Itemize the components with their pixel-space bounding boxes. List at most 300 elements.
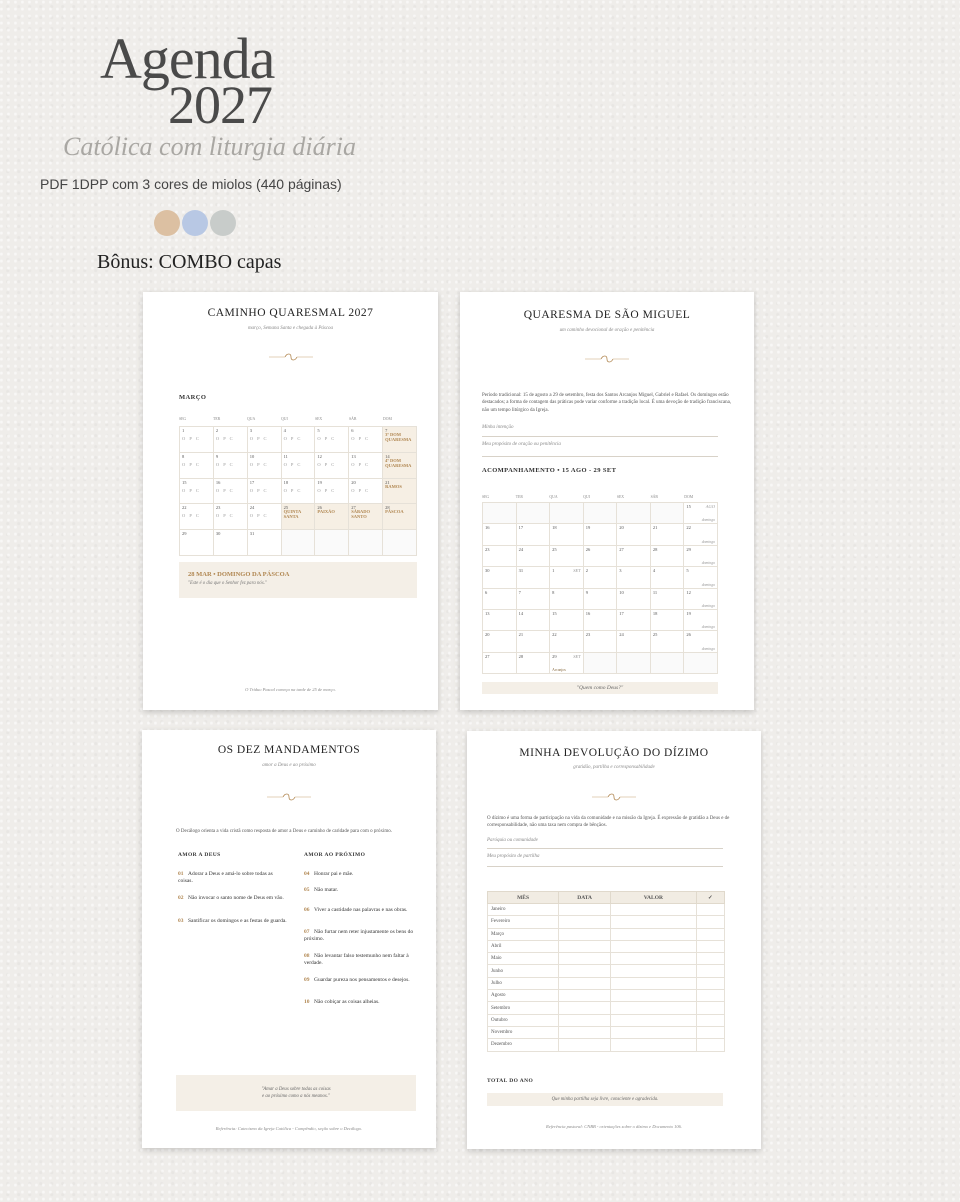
commandment-text: Adorar a Deus e amá-lo sobre todas as coisas. [178, 871, 273, 885]
day-number: 13 [485, 610, 490, 616]
calendar-day [617, 653, 651, 674]
calendar-day [617, 524, 651, 545]
day-number: 24 [518, 546, 524, 552]
day-number: 26 [686, 632, 691, 638]
ornament-icon [265, 792, 313, 802]
arcanjos-tag: Arcanjos [552, 668, 566, 672]
table-row [488, 1026, 725, 1038]
calendar-day [617, 631, 651, 652]
opc-marks: O P C [182, 487, 201, 493]
calendar-day [584, 524, 618, 545]
day-note: PAIXÃO [317, 509, 335, 515]
day-number: 22 [686, 525, 691, 531]
month-cell: Agosto [488, 990, 559, 1002]
day-number: 8 [182, 453, 185, 459]
empty-cell [611, 904, 696, 916]
day-number: 26 [585, 546, 591, 552]
calendar-day [584, 610, 618, 631]
empty-cell [696, 965, 724, 977]
calendar-day [517, 653, 551, 674]
calendar-day [315, 479, 349, 505]
page-subtitle: março, Semana Santa e chegada à Páscoa [247, 326, 334, 331]
empty-cell [559, 1026, 611, 1038]
day-number: 28 [518, 653, 524, 659]
empty-cell [611, 977, 696, 989]
calendar-day [248, 427, 282, 453]
month-cell: Dezembro [488, 1039, 559, 1051]
weekday-header [482, 495, 718, 499]
weekday-label: TER [213, 417, 221, 421]
calendar-day [248, 530, 282, 556]
day-number: 1 [552, 568, 555, 574]
empty-cell [611, 928, 696, 940]
day-number: 18 [652, 610, 658, 616]
quote-box [176, 1075, 416, 1111]
calendar-day [651, 546, 685, 567]
page-quaresma-sao-miguel [460, 292, 754, 710]
empty-cell [559, 940, 611, 952]
weekday-header [179, 417, 417, 421]
opc-marks: O P C [215, 513, 235, 519]
calendar-day [517, 524, 551, 545]
empty-cell [559, 1002, 611, 1014]
day-note: 3º DOM QUARESMA [385, 432, 412, 442]
empty-cell [696, 904, 724, 916]
empty-cell [559, 1039, 611, 1051]
pdf-info: PDF 1DPP com 3 cores de miolos (440 páginas) [40, 176, 342, 192]
commandment-item [304, 871, 414, 878]
intro-text: O dízimo é uma forma de participação na vida da comunidade e na missão da Igreja. É expressão de gratidão a Deus e de corresponsabilidade, não uma taxa nem compra de bênçãos. [487, 816, 730, 829]
empty-cell [696, 940, 724, 952]
day-number: 15 [182, 479, 187, 485]
easter-quote: "Este é o dia que o Senhor fez para nós." [188, 581, 267, 586]
empty-cell [559, 965, 611, 977]
calendar-day [584, 653, 618, 674]
commandment-item [304, 977, 414, 984]
empty-cell [696, 977, 724, 989]
table-row [488, 1039, 725, 1051]
weekday-label: QUA [247, 417, 256, 421]
calendar-day [684, 503, 718, 524]
month-cell: Junho [488, 965, 559, 977]
empty-cell [559, 1014, 611, 1026]
calendar-day [483, 503, 517, 524]
day-number: 16 [215, 479, 221, 485]
month-cell: Fevereiro [488, 916, 559, 928]
day-number: 6 [485, 589, 488, 595]
day-number: 9 [585, 589, 588, 595]
quote-text: "Quem como Deus?" [576, 685, 624, 691]
day-number: 4 [652, 568, 656, 574]
page-dez-mandamentos [142, 730, 436, 1148]
page-footer: Referência: Catecismo da Igreja Católica - Compêndio, seção sobre o Decálogo. [215, 1126, 363, 1131]
day-number: 4 [283, 428, 286, 433]
calendar-day [214, 479, 248, 505]
commandment-item [304, 953, 414, 967]
table-row [488, 1014, 725, 1026]
weekday-label: QUA [549, 495, 558, 499]
commandment-item [178, 895, 288, 902]
quote-line-2: e ao próximo como a nós mesmos." [262, 1094, 330, 1100]
day-number: 27 [351, 505, 356, 511]
sunday-tag: domingo [701, 625, 715, 630]
table-row [488, 953, 725, 965]
opc-marks: O P C [215, 461, 235, 467]
calendar-day [180, 504, 214, 530]
empty-cell [611, 916, 696, 928]
color-swatch-beige [154, 210, 180, 236]
calendar-day [617, 567, 651, 588]
calendar-day [383, 453, 417, 479]
empty-cell [696, 990, 724, 1002]
commandment-item [304, 929, 414, 943]
page-title: MINHA DEVOLUÇÃO DO DÍZIMO [519, 747, 709, 759]
opc-marks: O P C [249, 461, 269, 467]
opc-marks: O P C [182, 461, 201, 467]
intro-text: O Decálogo orienta a vida cristã como resposta de amor a Deus e caminho de caridade para com o próximo. [176, 829, 393, 834]
quote-line-1: "Amar a Deus sobre todas as coisas [261, 1087, 331, 1092]
opc-marks: O P C [182, 513, 201, 519]
calendar-day [651, 567, 685, 588]
calendar-day [180, 427, 214, 453]
day-number: 1 [182, 428, 185, 433]
calendar-day [651, 503, 685, 524]
empty-cell [696, 1002, 724, 1014]
commandment-item [304, 887, 414, 894]
day-note: QUINTA SANTA [283, 509, 301, 520]
empty-cell [611, 1039, 696, 1051]
page-footer: Referência pastoral: CNBB - orientações sobre o dízimo e Documento 106. [546, 1124, 682, 1129]
day-number: 21 [652, 525, 658, 531]
day-number: 5 [317, 428, 320, 433]
day-number: 16 [585, 610, 591, 616]
day-number: 5 [686, 568, 689, 574]
quote-box [482, 682, 718, 694]
calendar-day [684, 610, 718, 631]
weekday-label: SÁB [349, 417, 357, 421]
day-number: 22 [182, 505, 187, 511]
calendar-day [617, 589, 651, 610]
empty-cell [696, 953, 724, 965]
opc-marks: O P C [283, 461, 302, 467]
calendar-day [517, 631, 551, 652]
table-row [488, 1002, 725, 1014]
empty-cell [696, 1039, 724, 1051]
month-cell: Março [488, 928, 559, 940]
cover-year: 2027 [168, 75, 272, 135]
commandment-number: 04 [304, 871, 310, 877]
empty-cell [559, 953, 611, 965]
opc-marks: O P C [249, 487, 269, 493]
empty-cell [611, 1002, 696, 1014]
calendar-day [282, 479, 316, 505]
commandment-number: 05 [304, 887, 310, 893]
day-number: 18 [552, 525, 557, 531]
empty-cell [696, 928, 724, 940]
day-number: 21 [385, 479, 390, 485]
month-tag: SET [573, 568, 581, 574]
empty-cell [559, 990, 611, 1002]
calendar-day [584, 589, 618, 610]
table-row [488, 916, 725, 928]
empty-cell [611, 940, 696, 952]
section-title: ACOMPANHAMENTO • 15 AGO - 29 SET [482, 467, 617, 474]
calendar-day [483, 610, 517, 631]
page-subtitle: um caminho devocional de oração e penitência [559, 328, 655, 333]
calendar-day [651, 631, 685, 652]
opc-marks: O P C [215, 436, 235, 441]
weekday-label: DOM [383, 417, 392, 421]
day-number: 12 [686, 589, 691, 595]
page-title: CAMINHO QUARESMAL 2027 [207, 307, 374, 319]
page-caminho-quaresmal [143, 292, 438, 710]
day-number: 16 [485, 525, 490, 531]
day-number: 10 [249, 453, 255, 459]
calendar-day [651, 524, 685, 545]
calendar-day [349, 453, 383, 479]
day-number: 19 [317, 479, 322, 485]
calendar-day [483, 631, 517, 652]
calendar-day [651, 653, 685, 674]
day-number: 13 [351, 453, 356, 459]
empty-cell [611, 990, 696, 1002]
calendar-day [483, 524, 517, 545]
empty-cell [611, 953, 696, 965]
calendar-day [349, 504, 383, 530]
day-note: PÁSCOA [385, 509, 404, 515]
day-number: 21 [518, 632, 524, 638]
day-number: 17 [619, 610, 624, 616]
day-number: 20 [619, 525, 624, 531]
day-number: 2 [585, 568, 588, 574]
day-number: 28 [385, 505, 390, 511]
month-cell: Novembro [488, 1026, 559, 1038]
sunday-tag: domingo [701, 603, 715, 608]
commandment-item [304, 999, 414, 1006]
calendar-day [617, 546, 651, 567]
day-number: 3 [619, 568, 622, 574]
calendar-day [315, 453, 349, 479]
calendar-day [684, 653, 718, 674]
calendar-day [214, 427, 248, 453]
day-number: 2 [215, 428, 219, 433]
calendar-day [550, 567, 584, 588]
day-number: 18 [283, 479, 289, 485]
day-number: 10 [619, 589, 624, 595]
purpose-field-label: Meu propósito de partilha [487, 854, 540, 859]
commandment-item [304, 907, 414, 914]
day-number: 29 [182, 531, 187, 537]
empty-cell [559, 977, 611, 989]
commandment-text: Não cobiçar as coisas alheias. [314, 999, 380, 1005]
table-row [488, 990, 725, 1002]
opc-marks: O P C [351, 461, 370, 467]
table-row [488, 904, 725, 916]
day-number: 30 [215, 531, 221, 537]
day-number: 17 [249, 479, 255, 485]
day-number: 23 [485, 546, 490, 552]
day-number: 15 [552, 610, 557, 616]
commandment-item [178, 918, 288, 925]
calendar-day [483, 567, 517, 588]
opc-marks: O P C [283, 487, 302, 493]
commandment-text: Honrar pai e mãe. [314, 871, 354, 877]
quote-text: Que minha partilha seja livre, consciente e agradecida. [551, 1097, 659, 1102]
commandment-text: Não levantar falso testemunho nem faltar à verdade. [304, 953, 409, 967]
march-calendar [179, 426, 417, 556]
calendar-day [483, 653, 517, 674]
commandment-number: 07 [304, 929, 310, 935]
day-number: 24 [619, 632, 624, 638]
page-devolucao-dizimo [467, 731, 761, 1149]
calendar-day [684, 589, 718, 610]
intention-field-label: Minha intenção [482, 425, 514, 430]
calendar-day [550, 524, 584, 545]
easter-title: 28 MAR • DOMINGO DA PÁSCOA [188, 571, 290, 578]
calendar-day [684, 546, 718, 567]
calendar-day [550, 653, 584, 674]
page-title: QUARESMA DE SÃO MIGUEL [523, 309, 691, 321]
tithe-table [487, 891, 725, 1052]
opc-marks: O P C [249, 513, 269, 519]
calendar-day [483, 589, 517, 610]
sunday-tag: domingo [701, 561, 715, 566]
day-number: 6 [351, 428, 354, 433]
total-label: TOTAL DO ANO [487, 1078, 534, 1084]
table-header: DATA [559, 892, 611, 904]
calendar-day [617, 610, 651, 631]
sunday-tag: domingo [701, 582, 715, 587]
day-number: 27 [485, 653, 490, 659]
calendar-day [383, 427, 417, 453]
calendar-day [248, 453, 282, 479]
sunday-tag: domingo [701, 539, 715, 544]
commandment-number: 06 [304, 907, 310, 913]
opc-marks: O P C [317, 461, 336, 467]
calendar-day [180, 530, 214, 556]
cover-subtitle: Católica com liturgia diária [63, 132, 356, 161]
empty-cell [611, 965, 696, 977]
page-title: OS DEZ MANDAMENTOS [217, 744, 361, 756]
day-number: 3 [249, 428, 252, 433]
weekday-label: SEG [179, 417, 187, 421]
calendar-day [282, 504, 316, 530]
calendar-day [282, 427, 316, 453]
calendar-day [550, 631, 584, 652]
color-swatch-gray [210, 210, 236, 236]
empty-cell [696, 1026, 724, 1038]
day-number: 31 [518, 568, 524, 574]
calendar-day [684, 631, 718, 652]
opc-marks: O P C [317, 436, 336, 441]
day-note: RAMOS [385, 483, 402, 489]
month-cell: Julho [488, 977, 559, 989]
month-cell: Outubro [488, 1014, 559, 1026]
month-tag: AGO [705, 504, 715, 509]
sunday-tag: domingo [701, 646, 715, 651]
commandment-text: Guardar pureza nos pensamentos e desejos. [314, 977, 410, 983]
day-number: 14 [518, 610, 524, 616]
commandment-number: 01 [178, 871, 184, 877]
commandment-number: 03 [178, 918, 184, 924]
opc-marks: O P C [249, 436, 269, 441]
calendar-day [248, 504, 282, 530]
calendar-day [315, 427, 349, 453]
page-subtitle: amor a Deus e ao próximo [262, 763, 316, 768]
day-number: 27 [619, 546, 624, 552]
calendar-day [315, 530, 349, 556]
commandment-text: Não furtar nem reter injustamente os bens do próximo. [304, 929, 414, 943]
calendar-day [282, 453, 316, 479]
opc-marks: O P C [317, 487, 336, 493]
day-number: 7 [518, 589, 521, 595]
opc-marks: O P C [351, 487, 370, 493]
weekday-label: DOM [684, 495, 694, 499]
page-subtitle: gratidão, partilha e corresponsabilidade [573, 765, 655, 770]
calendar-day [517, 546, 551, 567]
empty-cell [611, 1026, 696, 1038]
calendar-day [214, 530, 248, 556]
day-number: 11 [652, 589, 658, 595]
day-number: 29 [552, 653, 557, 659]
purpose-field-label: Meu propósito de oração ou penitência [482, 442, 561, 447]
day-number: 12 [317, 453, 322, 459]
day-number: 9 [215, 453, 219, 459]
calendar-day [550, 546, 584, 567]
table-row [488, 977, 725, 989]
calendar-day [383, 530, 417, 556]
col1-title: AMOR A DEUS [178, 852, 221, 858]
day-note: 4º DOM QUARESMA [385, 457, 412, 468]
commandment-number: 09 [304, 977, 310, 983]
commandment-text: Não invocar o santo nome de Deus em vão. [188, 895, 284, 901]
quote-box [487, 1093, 723, 1106]
calendar-day [550, 503, 584, 524]
weekday-label: SEG [482, 495, 490, 499]
commandment-number: 02 [178, 895, 184, 901]
calendar-day [584, 631, 618, 652]
day-number: 23 [585, 632, 591, 638]
month-tag: SET [573, 653, 581, 659]
month-cell: Abril [488, 940, 559, 952]
commandment-item [178, 871, 288, 885]
day-number: 25 [283, 505, 289, 511]
calendar-day [383, 504, 417, 530]
calendar-day [282, 530, 316, 556]
empty-cell [559, 904, 611, 916]
table-row [488, 928, 725, 940]
month-cell: Janeiro [488, 904, 559, 916]
table-header: ✓ [696, 892, 724, 904]
month-label: MARÇO [179, 394, 207, 401]
weekday-label: SÁB [650, 495, 658, 499]
day-number: 11 [283, 453, 288, 459]
calendar-day [651, 610, 685, 631]
calendar-day [248, 479, 282, 505]
empty-cell [696, 916, 724, 928]
table-row [488, 940, 725, 952]
empty-cell [696, 1014, 724, 1026]
opc-marks: O P C [351, 436, 370, 441]
color-swatch-blue [182, 210, 208, 236]
day-number: 25 [652, 632, 658, 638]
calendar-day [180, 479, 214, 505]
empty-cell [559, 928, 611, 940]
commandment-number: 08 [304, 953, 310, 959]
table-header: VALOR [611, 892, 696, 904]
day-number: 25 [552, 546, 557, 552]
calendar-day [584, 546, 618, 567]
